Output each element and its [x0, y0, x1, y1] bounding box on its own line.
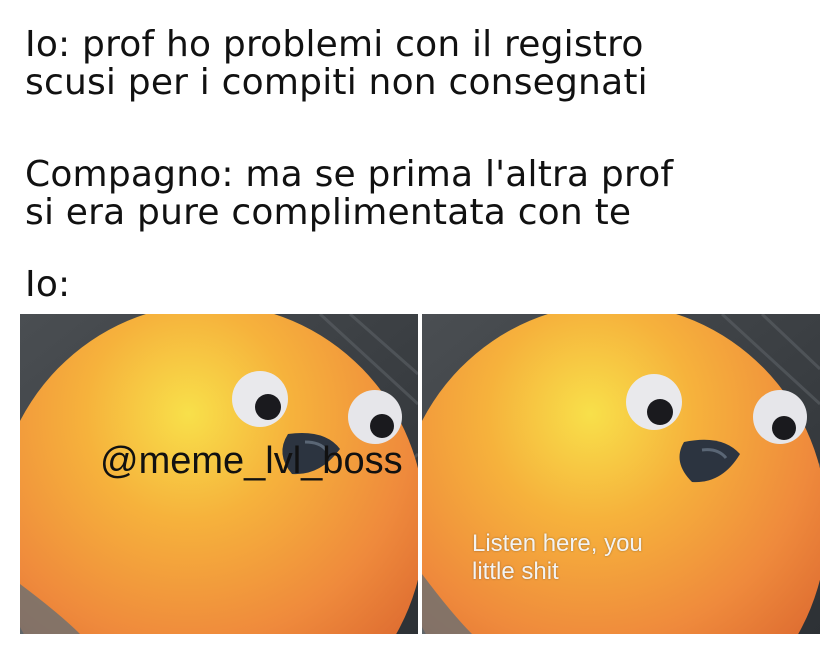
subtitle — [472, 530, 643, 586]
subtitle-line-1: Listen here, you — [472, 530, 643, 557]
googly-eye-left-2 — [348, 390, 402, 444]
bird-illustration-right — [422, 314, 820, 634]
subtitle-line-2: little shit — [472, 558, 559, 585]
caption-middle — [25, 156, 825, 232]
googly-eye-right-2 — [753, 390, 807, 444]
caption-top-line-1: Io: prof ho problemi con il registro — [25, 24, 644, 65]
caption-top-line-2: scusi per i compiti non consegnati — [25, 62, 648, 103]
caption-top — [25, 26, 825, 102]
caption-bottom — [25, 266, 825, 304]
caption-middle-line-2: si era pure complimentata con te — [25, 192, 632, 233]
googly-eye-left-1 — [232, 371, 288, 427]
watermark: @meme_lvl_boss — [100, 440, 403, 482]
bird-panel-right — [422, 314, 820, 634]
caption-bottom-line: Io: — [25, 264, 71, 305]
caption-middle-line-1: Compagno: ma se prima l'altra prof — [25, 154, 674, 195]
googly-eye-right-1 — [626, 374, 682, 430]
